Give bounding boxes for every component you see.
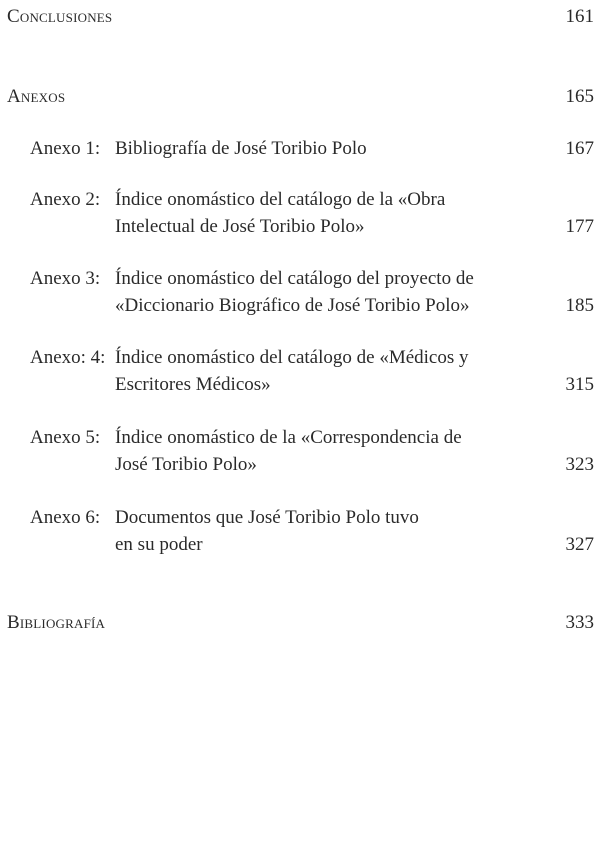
annex-title-line: Índice onomástico de la «Correspondencia de	[115, 427, 462, 448]
annex-title-line: Índice onomástico del catálogo de «Médicos y	[115, 347, 469, 368]
section-title: Conclusiones	[7, 6, 113, 27]
annex-title-line: Bibliografía de José Toribio Polo	[115, 138, 367, 159]
page-number: 161	[565, 6, 594, 27]
page-number: 185	[565, 295, 594, 316]
annex-label: Anexo: 4:	[30, 347, 106, 368]
annex-title-line: Índice onomástico del catálogo del proyecto de	[115, 268, 474, 289]
annex-title-line: en su poder	[115, 534, 203, 555]
page-number: 333	[565, 612, 594, 633]
page-number: 177	[565, 216, 594, 237]
annex-title-line: José Toribio Polo»	[115, 454, 257, 475]
annex-label: Anexo 5:	[30, 427, 101, 448]
page-number: 327	[565, 534, 594, 555]
annex-title-line: Índice onomástico del catálogo de la «Obra	[115, 189, 446, 210]
annex-title-line: Documentos que José Toribio Polo tuvo	[115, 507, 419, 528]
section-title: Bibliografía	[7, 612, 106, 633]
page-number: 323	[565, 454, 594, 475]
annex-label: Anexo 2:	[30, 189, 101, 210]
page-number: 165	[565, 86, 594, 107]
annex-title-line: «Diccionario Biográfico de José Toribio Polo»	[115, 295, 470, 316]
annex-label: Anexo 3:	[30, 268, 101, 289]
page-number: 167	[565, 138, 594, 159]
annex-label: Anexo 6:	[30, 507, 101, 528]
annex-label: Anexo 1:	[30, 138, 101, 159]
page-number: 315	[565, 374, 594, 395]
annex-title-line: Escritores Médicos»	[115, 374, 271, 395]
annex-title-line: Intelectual de José Toribio Polo»	[115, 216, 365, 237]
section-title: Anexos	[7, 86, 66, 107]
